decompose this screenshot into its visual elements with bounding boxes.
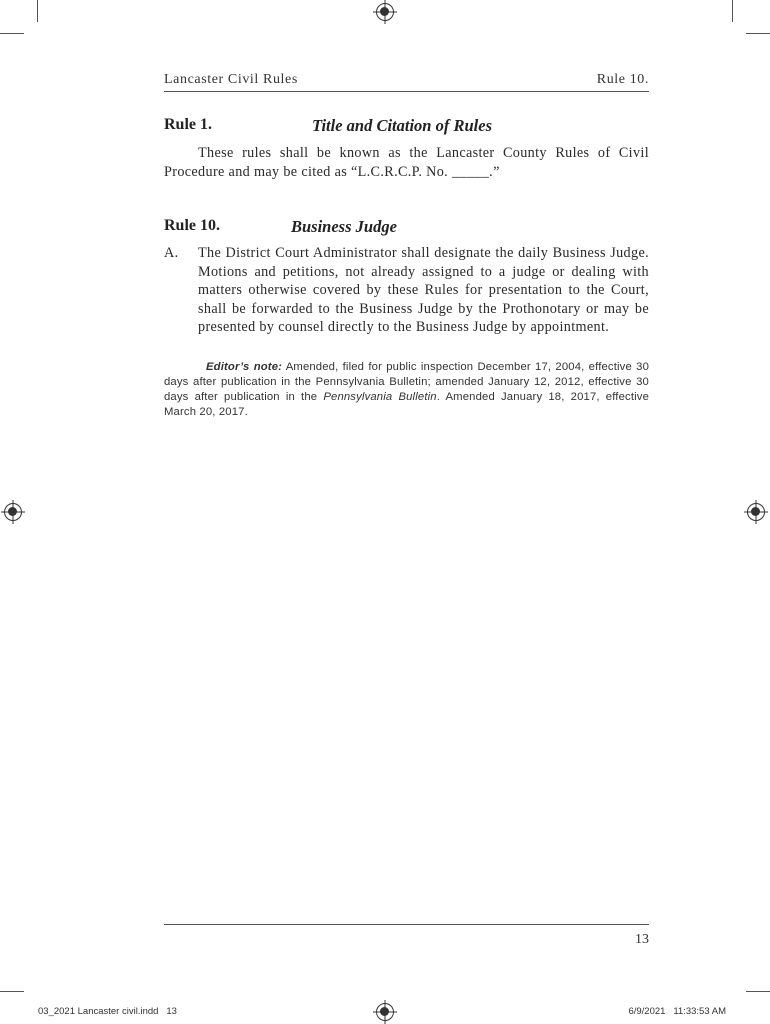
rule-1-heading: [164, 116, 649, 140]
editors-note-lead: Editor’s note:: [206, 361, 283, 373]
editors-note-publication: Pennsylvania Bulletin: [323, 391, 437, 403]
crop-mark: [37, 0, 38, 22]
item-text: The District Court Administrator shall designate the daily Business Judge. Motions and petitions, not already assigned to a judge or dealing with matters otherwise covered by these Rules for presentation to the Court, shall be forwarded to the Business Judge by the Prothonotary or may be presented by counsel directly to the Business Judge by appointment.: [198, 245, 649, 335]
rule-title: Title and Citation of Rules: [312, 116, 492, 135]
registration-mark-icon: [747, 503, 765, 521]
editors-note-text: Amended, filed for public inspection December 17, 2004, effective 30 days after publication in the Pennsylvania Bulletin; amended January 12, 2012, effective 30 days after publication in the: [164, 361, 650, 403]
crop-mark: [0, 33, 24, 34]
item-label: A.: [164, 245, 179, 261]
slug-timestamp: 6/9/2021 11:33:53 AM: [628, 1006, 726, 1017]
rule-10-heading: [164, 217, 649, 241]
crop-mark: [732, 0, 733, 22]
crop-mark: [746, 991, 770, 992]
registration-mark-icon: [376, 1003, 394, 1021]
registration-mark-icon: [4, 503, 22, 521]
registration-mark-icon: [376, 3, 394, 21]
footer-rule: [164, 924, 649, 925]
crop-mark: [0, 991, 24, 992]
crop-mark: [746, 33, 770, 34]
rule-1-body: These rules shall be known as the Lancaster County Rules of Civil Procedure and may be cited as “L.C.R.C.P. No. _____.”: [164, 145, 649, 180]
rule-number: Rule 1.: [164, 116, 212, 133]
rule-10-item-a: [164, 244, 649, 337]
editors-note: [164, 360, 649, 420]
rule-number: Rule 10.: [164, 217, 220, 234]
header-title: Lancaster Civil Rules: [164, 72, 298, 87]
page-number: 13: [635, 932, 649, 947]
slug-file: 03_2021 Lancaster civil.indd 13: [38, 1006, 177, 1017]
running-header: [164, 72, 649, 92]
editors-note-text-end: . Amended January 18, 2017, effective March 20, 2017.: [164, 391, 649, 418]
header-rule-ref: Rule 10.: [596, 72, 649, 87]
rule-title: Business Judge: [291, 217, 397, 236]
